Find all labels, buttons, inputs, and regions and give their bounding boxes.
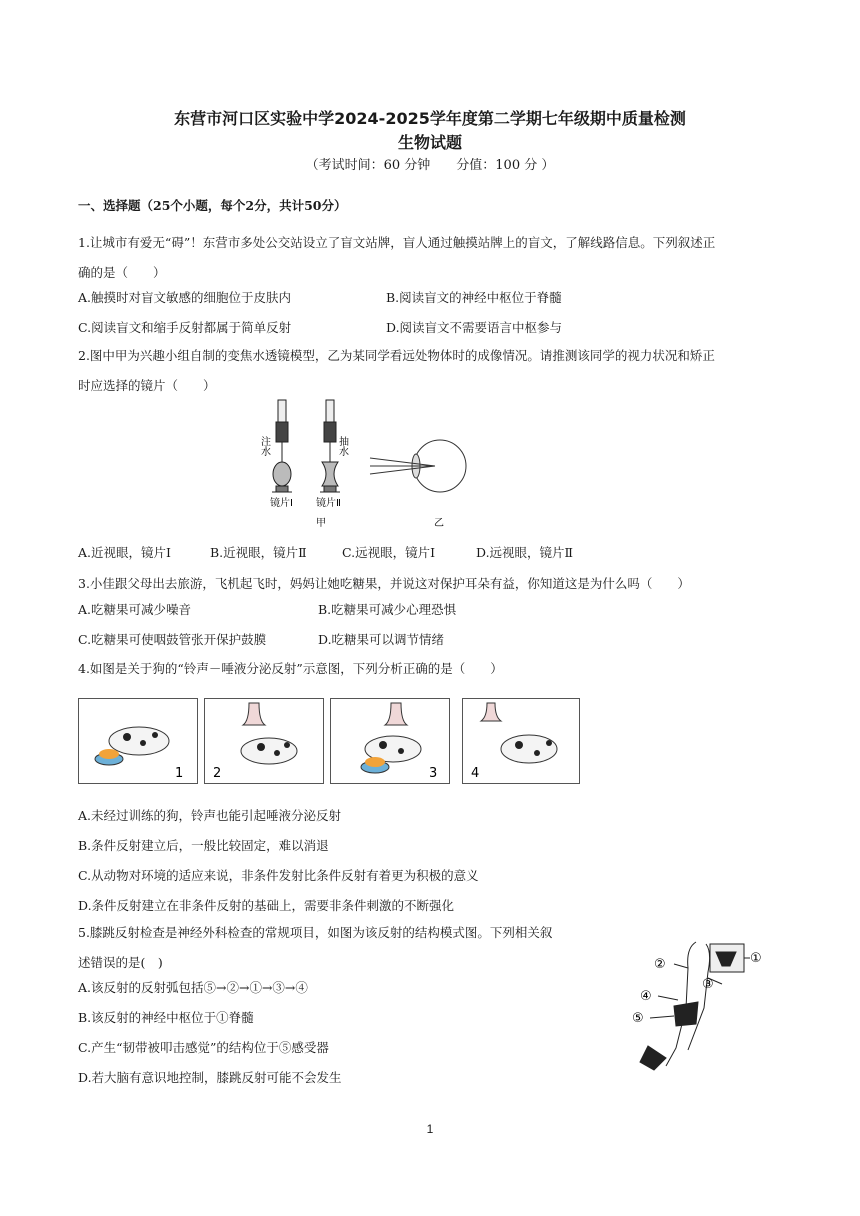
label-yi: 乙 [434, 518, 444, 529]
dog-panel-4 [462, 698, 580, 784]
dog-panel-3 [330, 698, 450, 784]
knee-reflex-figure [626, 938, 776, 1078]
option-a: A.该反射的反射弧包括⑤→②→①→③→④ [78, 980, 308, 995]
option-d: D.若大脑有意识地控制，膝跳反射可能不会发生 [78, 1070, 342, 1085]
section-heading: 一、选择题（25个小题，每个2分，共计50分） [78, 198, 347, 213]
option-b: B.吃糖果可减少心理恐惧 [318, 602, 457, 617]
question-4 [78, 654, 788, 684]
dog-panel-2 [204, 698, 324, 784]
option-a: A.触摸时对盲文敏感的细胞位于皮肤内 [78, 290, 292, 305]
dog-panel-1 [78, 698, 198, 784]
option-c: C.阅读盲文和缩手反射都属于简单反射 [78, 320, 292, 335]
option-a: A.近视眼，镜片Ⅰ [78, 545, 171, 560]
option-d: D.阅读盲文不需要语言中枢参与 [386, 320, 563, 335]
label-lens-2: 镜片Ⅱ [316, 498, 341, 509]
question-stem: 4.如图是关于狗的“铃声－唾液分泌反射”示意图，下列分析正确的是（ ） [78, 661, 503, 676]
marker-1: ① [750, 951, 762, 966]
marker-3: ③ [702, 977, 714, 992]
question-stem: 确的是（ ） [78, 265, 166, 280]
option-d: D.吃糖果可以调节情绪 [318, 632, 445, 647]
option-c: C.吃糖果可使咽鼓管张开保护鼓膜 [78, 632, 267, 647]
question-stem: 述错误的是( ) [78, 955, 163, 970]
panel-number: 2 [213, 766, 222, 781]
option-a: A.未经过训练的狗，铃声也能引起唾液分泌反射 [78, 808, 342, 823]
question-stem: 2.图中甲为兴趣小组自制的变焦水透镜模型，乙为某同学看远处物体时的成像情况。请推测该同学的视力状况和矫正 [78, 348, 715, 363]
question-stem: 5.膝跳反射检查是神经外科检查的常规项目，如图为该反射的结构模式图。下列相关叙 [78, 925, 553, 940]
option-c: C.从动物对环境的适应来说，非条件发射比条件反射有着更为积极的意义 [78, 868, 479, 883]
question-5 [78, 918, 608, 978]
panel-number: 1 [175, 766, 184, 781]
lens-model-figure [250, 396, 480, 536]
option-b: B.阅读盲文的神经中枢位于脊髓 [386, 290, 562, 305]
question-2 [78, 341, 788, 401]
marker-2: ② [654, 957, 666, 972]
label-jia: 甲 [316, 518, 326, 529]
question-stem: 1.让城市有爱无“碍”！东营市多处公交站设立了盲文站牌，盲人通过触摸站牌上的盲文，了解线路信息。下列叙述正 [78, 235, 716, 250]
panel-number: 4 [471, 766, 480, 781]
page-number: 1 [426, 1122, 434, 1136]
option-c: C.远视眼，镜片Ⅰ [342, 545, 436, 560]
option-d: D.条件反射建立在非条件反射的基础上，需要非条件刺激的不断强化 [78, 898, 455, 913]
label-extract: 抽水 [336, 436, 348, 456]
option-b: B.该反射的神经中枢位于①脊髓 [78, 1010, 254, 1025]
option-a: A.吃糖果可减少噪音 [78, 602, 192, 617]
question-stem: 时应选择的镜片（ ） [78, 378, 216, 393]
question-stem: 3.小佳跟父母出去旅游，飞机起飞时，妈妈让她吃糖果，并说这对保护耳朵有益，你知道这是为什么吗（ ） [78, 576, 690, 591]
eye-diagram [370, 440, 466, 492]
page-title: 东营市河口区实验中学2024-2025学年度第二学期七年级期中质量检测 [174, 109, 686, 128]
option-d: D.远视眼，镜片Ⅱ [476, 545, 574, 560]
marker-5: ⑤ [632, 1011, 644, 1026]
panel-number: 3 [429, 766, 438, 781]
exam-info: （考试时间：60 分钟 分值：100 分 ） [305, 158, 555, 173]
option-b: B.近视眼，镜片Ⅱ [210, 545, 307, 560]
marker-4: ④ [640, 989, 652, 1004]
subject-title: 生物试题 [397, 133, 462, 152]
question-1 [78, 228, 788, 288]
option-c: C.产生“韧带被叩击感觉”的结构位于⑤感受器 [78, 1040, 329, 1055]
option-b: B.条件反射建立后，一般比较固定，难以消退 [78, 838, 329, 853]
question-3 [78, 569, 788, 599]
label-lens-1: 镜片Ⅰ [270, 498, 293, 509]
label-inject: 注水 [258, 436, 270, 456]
syringe-1 [272, 400, 292, 492]
